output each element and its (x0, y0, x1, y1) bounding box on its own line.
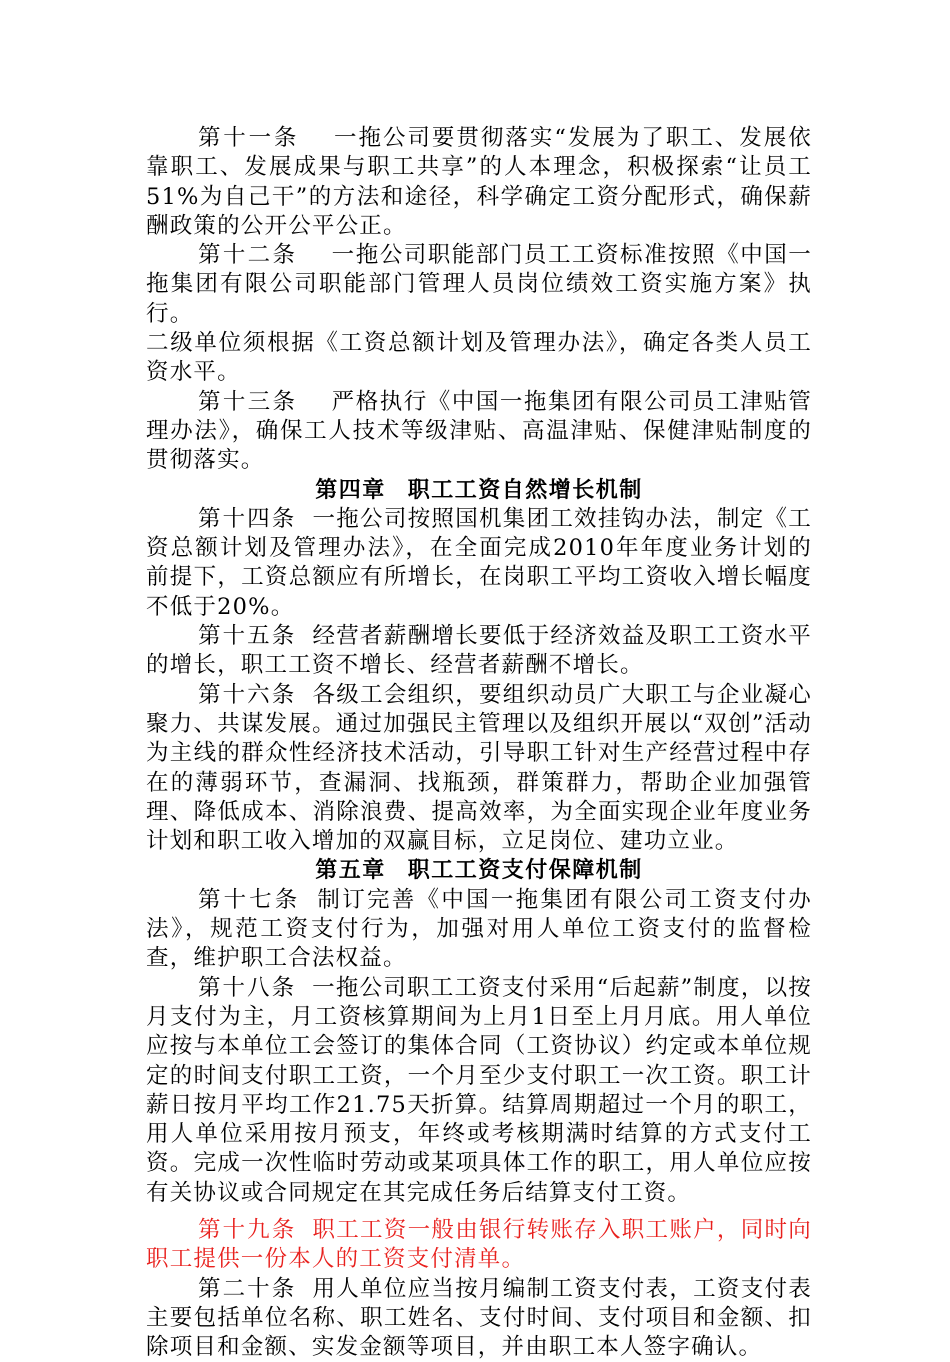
article-16-label: 第十六条 (198, 681, 297, 708)
article-13-text: 严格执行《中国一拖集团有限公司员工津贴管理办法》，确保工人技术等级津贴、高温津贴、保健津贴制度的贯彻落实。 (146, 388, 812, 474)
article-14-label: 第十四条 (198, 505, 297, 532)
chapter-5-number: 第五章 (315, 858, 386, 884)
article-20-label: 第二十条 (198, 1275, 297, 1302)
article-14-text: 一拖公司按照国机集团工效挂钩办法，制定《工资总额计划及管理办法》，在全面完成2010年年度业务计划的前提下，工资总额应有所增长，在岗职工平均工资收入增长幅度不低于20%。 (146, 505, 812, 620)
chapter-4-number: 第四章 (315, 477, 386, 503)
chapter-5-heading (146, 856, 812, 885)
article-19-text: 职工工资一般由银行转账存入职工账户，同时向职工提供一份本人的工资支付清单。 (146, 1216, 812, 1273)
article-12 (146, 241, 812, 329)
article-17 (146, 886, 812, 974)
article-11-label: 第十一条 (198, 125, 300, 151)
article-11 (146, 124, 812, 241)
chapter-4-heading (146, 476, 812, 505)
article-17-label: 第十七条 (198, 886, 301, 913)
article-19 (146, 1216, 812, 1275)
article-16-text: 各级工会组织，要组织动员广大职工与企业凝心聚力、共谋发展。通过加强民主管理以及组织开展以“双创”活动为主线的群众性经济技术活动，引导职工针对生产经营过程中存在的薄弱环节，查漏洞、找瓶颈，群策群力，帮助企业加强管理、降低成本、消除浪费、提高效率，为全面实现企业年度业务计划和职工收入增加的双赢目标，立足岗位、建功立业。 (146, 681, 812, 855)
article-12-continuation: 二级单位须根据《工资总额计划及管理办法》，确定各类人员工资水平。 (146, 330, 812, 386)
chapter-4-title: 职工工资自然增长机制 (407, 477, 643, 503)
article-20-text: 用人单位应当按月编制工资支付表，工资支付表主要包括单位名称、职工姓名、支付时间、支付项目和金额、扣除项目和金额、实发金额等项目，并由职工本人签字确认。 (146, 1275, 812, 1361)
article-19-label: 第十九条 (198, 1216, 297, 1243)
article-17-text: 制订完善《中国一拖集团有限公司工资支付办法》，规范工资支付行为，加强对用人单位工资支付的监督检查，维护职工合法权益。 (146, 886, 812, 972)
article-16 (146, 681, 812, 857)
article-14 (146, 505, 812, 622)
document-page (146, 124, 812, 1362)
article-20 (146, 1275, 812, 1362)
article-13-label: 第十三条 (198, 388, 298, 415)
article-15-text: 经营者薪酬增长要低于经济效益及职工工资水平的增长，职工工资不增长、经营者薪酬不增长。 (146, 623, 812, 679)
chapter-5-title: 职工工资支付保障机制 (407, 858, 643, 884)
article-13 (146, 388, 812, 476)
article-11-text: 一拖公司要贯彻落实“发展为了职工、发展依靠职工、发展成果与职工共享”的人本理念，积极探索“让员工51%为自己干”的方法和途径，科学确定工资分配形式，确保薪酬政策的公开公平公正。 (146, 125, 812, 239)
article-18-text: 一拖公司职工工资支付采用“后起薪”制度，以按月支付为主，月工资核算期间为上月1日至上月月底。用人单位应按与本单位工会签订的集体合同（工资协议）约定或本单位规定的时间支付职工工资，一个月至少支付职工一次工资。职工计薪日按月平均工作21.75天折算。结算周期超过一个月的职工，用人单位采用按月预支，年终或考核期满时结算的方式支付工资。完成一次性临时劳动或某项具体工作的职工，用人单位应按有关协议或合同规定在其完成任务后结算支付工资。 (146, 974, 812, 1206)
paragraph-spacer (146, 1208, 812, 1216)
article-18 (146, 974, 812, 1208)
article-12-text: 一拖公司职能部门员工工资标准按照《中国一拖集团有限公司职能部门管理人员岗位绩效工资实施方案》执行。 (146, 242, 812, 327)
article-12-label: 第十二条 (198, 242, 298, 269)
article-18-label: 第十八条 (198, 974, 297, 1001)
article-15-label: 第十五条 (198, 623, 297, 650)
article-15 (146, 622, 812, 681)
